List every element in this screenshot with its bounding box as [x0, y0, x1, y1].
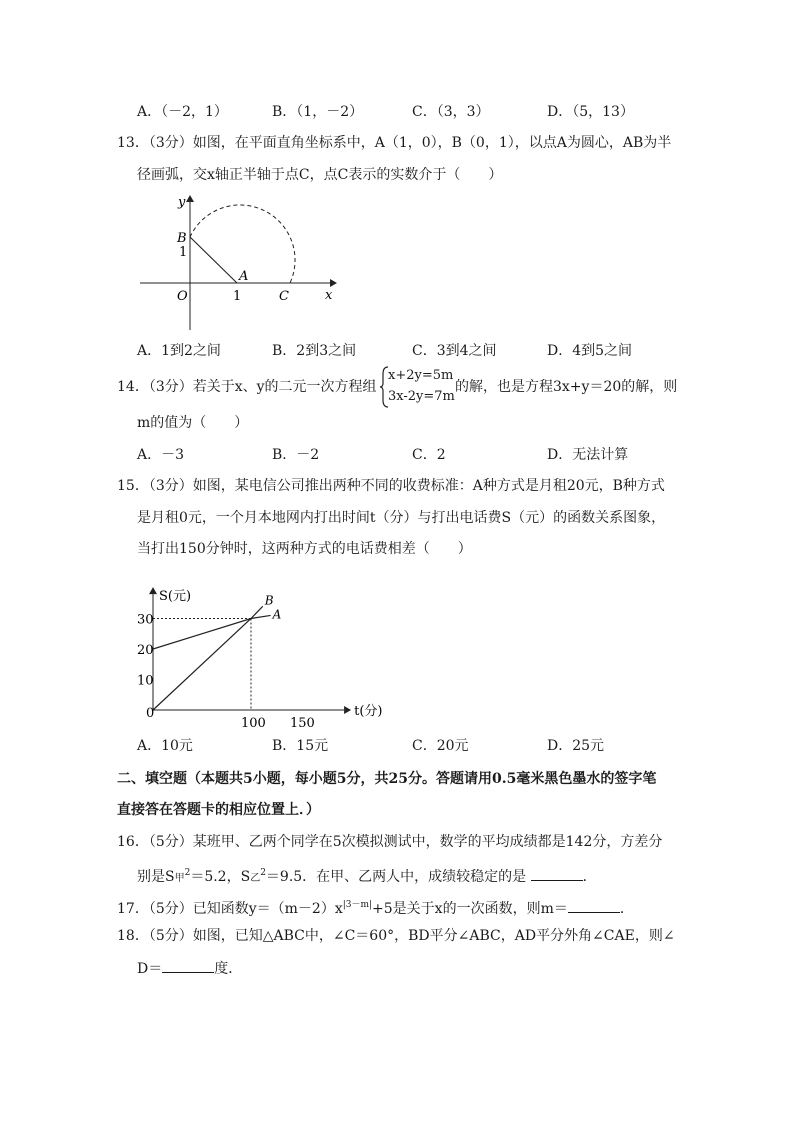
q17-stem: 17．（5分）已知函数$y=(m-2)x^{|3-m|}+5$是关于x的一次函数，则m＝ ．	[117, 900, 634, 917]
q16-sub-yi: 乙	[250, 873, 261, 884]
q13-option-a: A．1到2之间	[137, 343, 221, 359]
q13-stem-line2: 径画弧，交x轴正半轴于点C，点C表示的实数介于（ ）	[137, 167, 503, 183]
q13-stem-line1: 13．（3分）如图，在平面直角坐标系中，A（1，0），B（0，1），以点A为圆心，AB为半	[117, 135, 672, 151]
q13-o-label: O	[177, 289, 188, 304]
q13-y-label: y	[178, 195, 186, 210]
q15-origin-label: 0	[146, 706, 155, 721]
q15-y-tick-label-20: 20	[137, 643, 154, 658]
q18-answer-blank[interactable]	[162, 958, 214, 973]
q16-text-b: ＝5.2，S	[190, 869, 251, 885]
q15-x-tick-label-100: 100	[241, 716, 266, 731]
q14-stem-line2: m的值为（ ）	[137, 415, 249, 431]
q15-y-tick-label-10: 10	[137, 673, 154, 689]
q16-sq-2: 2	[260, 868, 266, 878]
q14-option-a: A．－3	[137, 447, 185, 463]
q17-exponent: |3－m|	[342, 900, 373, 910]
q15-chart	[130, 562, 383, 732]
q12-option-c: C．（3，3）	[412, 104, 490, 120]
q15-option-a: A．10元	[137, 738, 193, 754]
q15-x-arrow	[344, 706, 351, 714]
q13-x-arrow	[330, 279, 337, 287]
q18-text-a: D＝	[137, 961, 163, 977]
q15-series-line-A	[153, 615, 271, 649]
q12-option-b: B．（1，－2）	[272, 104, 364, 120]
q13-a-label: A	[239, 269, 249, 284]
q15-stem-line3: 当打出150分钟时，这两种方式的电话费相差（ ）	[137, 541, 472, 557]
q14-option-b: B．－2	[272, 447, 320, 463]
q14-equation-system	[380, 366, 460, 408]
q12-option-a: A．（－2，1）	[137, 104, 228, 120]
q17-text-a: 17．（5分）已知函数y＝（m－2）x	[117, 901, 343, 917]
q12-option-d: D．（5，13）	[547, 104, 634, 120]
q15-option-b: B．15元	[272, 738, 329, 754]
q14-stem-suffix: 的解，也是方程3x+y＝20的解，则	[455, 379, 678, 395]
q15-option-c: C．20元	[412, 738, 469, 754]
q15-option-d: D．25元	[547, 738, 605, 754]
q15-series-line-B	[153, 606, 263, 710]
q14-equation-1: x+2y=5m	[388, 368, 454, 383]
q16-stem-line1: 16．（5分）某班甲、乙两个同学在5次模拟测试中，数学的平均成绩都是142分，方差分	[117, 834, 663, 850]
q14-stem-prefix: 14．（3分）若关于x、y的二元一次方程组	[117, 379, 377, 395]
q18-stem-line2	[137, 958, 242, 978]
q16-sub-jia: 甲	[174, 873, 185, 884]
q13-one-x-label: 1	[233, 289, 242, 304]
q13-option-d: D．4到5之间	[547, 343, 633, 359]
q16-answer-blank[interactable]	[531, 866, 583, 881]
q16-sq-1: 2	[184, 868, 191, 878]
section2-heading-line1: 二、填空题（本题共5小题，每小题5分，共25分。答题请用0.5毫米黑色墨水的签字笔	[117, 771, 657, 787]
q15-y-axis-label: S(元)	[159, 589, 192, 605]
q15-x-axis-label: t(分)	[354, 704, 383, 719]
q16-text-c: ＝9.5．在甲、乙两人中，成绩较稳定的是	[265, 869, 527, 885]
q15-stem-line2: 是月租0元，一个月本地网内打出时间t（分）与打出电话费S（元）的函数关系图象，	[137, 510, 666, 526]
q16-text-a: 别是S	[137, 869, 175, 885]
q13-figure	[140, 190, 340, 335]
q15-stem-line1: 15．（3分）如图，某电信公司推出两种不同的收费标准：A种方式是月租20元，B种方式	[117, 478, 665, 494]
q15-y-arrow	[149, 587, 157, 594]
q13-x-label: x	[325, 288, 333, 303]
q16-stem-line2: 别是S甲$^2$＝5.2，S乙$^2$＝9.5．在甲、乙两人中，成绩较稳定的是 ．	[137, 868, 597, 885]
q13-one-y-label: 1	[179, 245, 188, 260]
q15-series-label-A: A	[272, 607, 282, 622]
q14-equation-2: 3x-2y=7m	[388, 389, 455, 404]
q17-text-b: +5是关于x的一次函数，则m＝	[372, 901, 568, 917]
q13-option-c: C．3到4之间	[412, 343, 497, 359]
q13-y-arrow	[186, 195, 194, 202]
q14-option-c: C．2	[412, 447, 446, 463]
q18-stem-line1: 18．（5分）如图，已知△ABC中，∠C＝60°，BD平分∠ABC，AD平分外角∠CAE，则∠	[117, 928, 675, 944]
q15-series-label-B: B	[264, 593, 274, 608]
q17-answer-blank[interactable]	[568, 898, 620, 913]
q13-option-b: B．2到3之间	[272, 343, 357, 359]
q13-b-label: B	[177, 231, 187, 246]
q15-y-tick-label-30: 30	[137, 612, 154, 628]
section2-heading-line2: 直接答在答题卡的相应位置上．）	[117, 802, 320, 818]
q15-x-tick-label-150: 150	[290, 716, 315, 731]
q14-option-d: D．无法计算	[547, 447, 629, 463]
q18-text-b: 度．	[214, 961, 243, 977]
q13-c-label: C	[279, 289, 289, 304]
q13-segment-ab	[190, 237, 237, 283]
